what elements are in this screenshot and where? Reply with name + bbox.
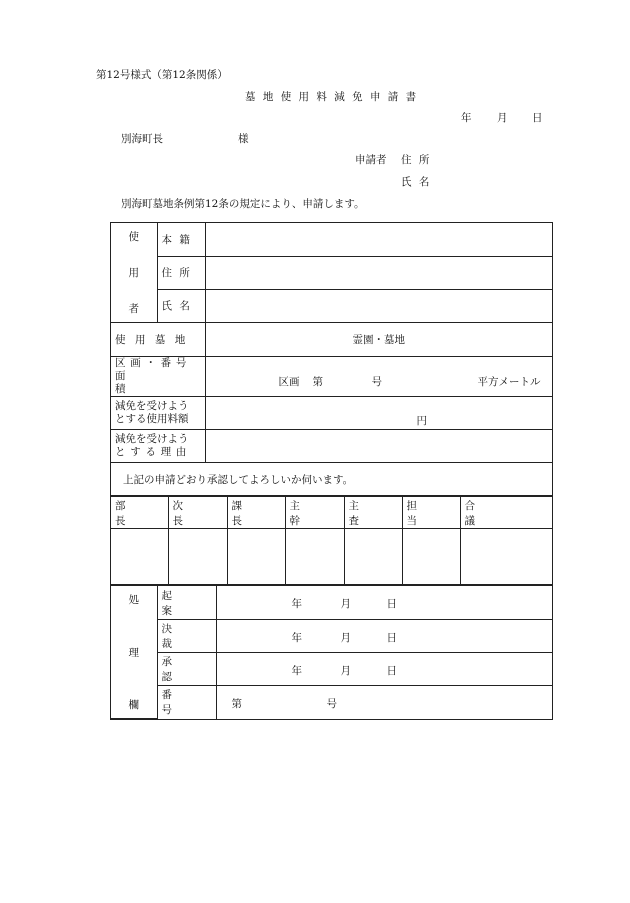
bochi-field[interactable]: 霊園・墓地 bbox=[205, 323, 552, 357]
reason-field[interactable] bbox=[205, 430, 552, 463]
approval-header-shukan: 主幹 bbox=[285, 497, 344, 529]
stamp-shukan[interactable] bbox=[285, 529, 344, 585]
stamp-jicho[interactable] bbox=[168, 529, 227, 585]
process-kessai-label: 決裁 bbox=[157, 620, 216, 653]
date-day-label: 日 bbox=[532, 112, 543, 124]
honseki-field[interactable] bbox=[205, 223, 552, 256]
date-year-label: 年 bbox=[461, 112, 472, 124]
approval-header-bucho: 部長 bbox=[111, 497, 168, 529]
process-shonin-label: 承認 bbox=[157, 653, 216, 686]
honorific: 様 bbox=[238, 133, 249, 145]
honseki-label: 本籍 bbox=[157, 223, 205, 256]
stamp-bucho[interactable] bbox=[111, 529, 168, 585]
shimei-label: 氏名 bbox=[157, 289, 205, 322]
shimei-field[interactable] bbox=[205, 289, 552, 322]
addressee: 別海町長 bbox=[121, 133, 163, 145]
stamp-kacho[interactable] bbox=[227, 529, 285, 585]
stamp-gogi[interactable] bbox=[460, 529, 552, 585]
process-kian-date[interactable]: 年 月 日 bbox=[216, 586, 552, 620]
approval-table bbox=[111, 496, 552, 585]
process-group-label: 処 理 欄 bbox=[111, 586, 157, 719]
fee-label: 減免を受けよう とする使用料額 bbox=[111, 397, 205, 430]
fee-field[interactable]: 円 bbox=[205, 397, 552, 430]
page-title: 墓地使用料減免申請書 bbox=[245, 91, 424, 103]
application-table bbox=[111, 223, 552, 496]
process-shonin-date[interactable]: 年 月 日 bbox=[216, 653, 552, 686]
user-group-label: 使 用 者 bbox=[111, 223, 157, 323]
approval-header-jicho: 次長 bbox=[168, 497, 227, 529]
process-number-field[interactable]: 第 号 bbox=[216, 686, 552, 719]
approval-header-tanto: 担当 bbox=[402, 497, 460, 529]
jusho-label: 住所 bbox=[157, 256, 205, 289]
date-month-label: 月 bbox=[497, 112, 508, 124]
kukaku-label: 区画・番号 面積 bbox=[111, 357, 205, 397]
bochi-label: 使用墓地 bbox=[111, 323, 205, 357]
process-kian-label: 起案 bbox=[157, 586, 216, 620]
applicant-label: 申請者 bbox=[355, 154, 387, 166]
process-table bbox=[111, 585, 552, 719]
applicant-name-label: 氏名 bbox=[401, 176, 437, 188]
approval-header-shusa: 主査 bbox=[344, 497, 402, 529]
approval-note: 上記の申請どおり承認してよろしいか伺います。 bbox=[111, 463, 552, 496]
process-kessai-date[interactable]: 年 月 日 bbox=[216, 620, 552, 653]
stamp-tanto[interactable] bbox=[402, 529, 460, 585]
approval-header-kacho: 課長 bbox=[227, 497, 285, 529]
kukaku-field[interactable]: 区画 第 号 平方メートル bbox=[205, 357, 552, 397]
applicant-address-label: 住所 bbox=[401, 154, 437, 166]
application-form-frame bbox=[110, 222, 553, 720]
form-number: 第12号様式（第12条関係） bbox=[96, 69, 228, 81]
statement: 別海町墓地条例第12条の規定により、申請します。 bbox=[121, 198, 365, 210]
reason-label: 減免を受けよう とする理由 bbox=[111, 430, 205, 463]
stamp-shusa[interactable] bbox=[344, 529, 402, 585]
jusho-field[interactable] bbox=[205, 256, 552, 289]
approval-header-gogi: 合議 bbox=[460, 497, 552, 529]
process-number-label: 番号 bbox=[157, 686, 216, 719]
